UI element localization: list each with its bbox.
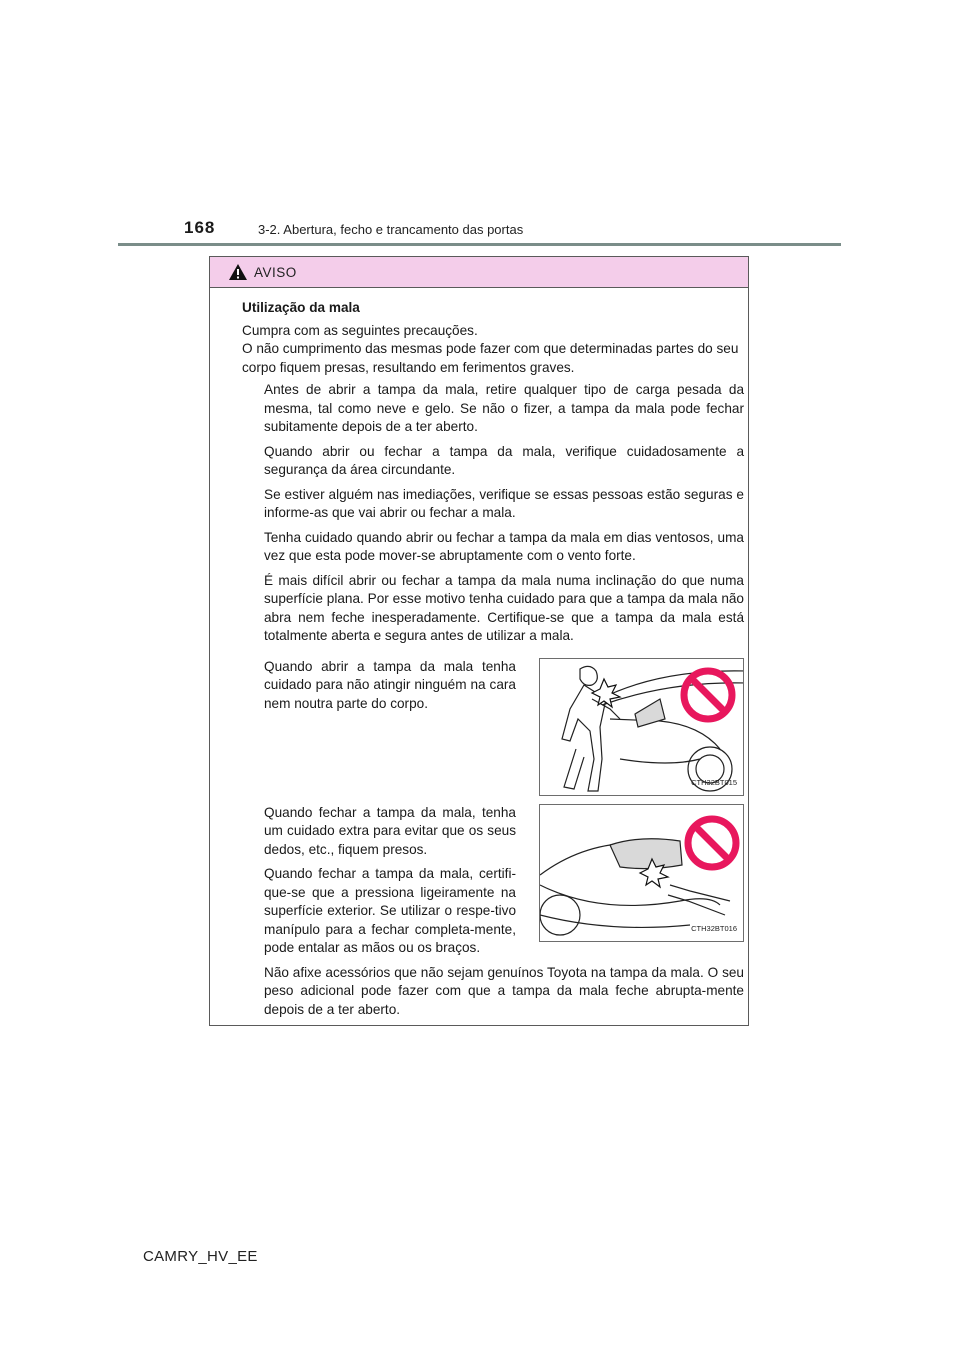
figure-1-text-block [264, 658, 516, 796]
bullet-list-end [264, 964, 744, 1020]
figure-2-code: CTH32BT016 [691, 924, 737, 933]
page-number: 168 [184, 218, 216, 237]
bullet-item: Se estiver alguém nas imediações, verifique se essas pessoas estão seguras e informe-as que vai abrir ou fechar a mala. [264, 486, 744, 520]
bullet-item: É mais difícil abrir ou fechar a tampa da mala numa inclinação do que numa superfície plana. Por esse motivo tenha cuidado para que a tampa da mala não abra nem feche inesperadamente. Certifique-se que a tampa da mala está totalmente aberta e segura antes de utilizar a mala. [264, 572, 744, 643]
warning-box [209, 256, 749, 1026]
bullet-list [264, 381, 744, 646]
document-model-id: CAMRY_HV_EE [143, 1248, 258, 1265]
section-title: 3-2. Abertura, fecho e trancamento das portas [258, 222, 524, 237]
header-divider [118, 243, 841, 246]
bullet-item: Não afixe acessórios que não sejam genuínos Toyota na tampa da mala. O seu peso adicional pode fazer com que a tampa da mala feche abrupta-mente depois de a ter aberto. [264, 964, 744, 1017]
figure-2-caption-1: Quando fechar a tampa da mala, tenha um cuidado extra para evitar que os seus dedos, etc., fiquem presos. [264, 804, 516, 857]
figure-1-illustration [539, 658, 744, 796]
figure-2-illustration [539, 804, 744, 942]
figure-2-caption-2: Quando fechar a tampa da mala, certifi-que-se que a pressiona ligeiramente na superfície exterior. Se utilizar o respe-tivo manípulo para a fechar completa-mente, pode entalar as mãos ou os braços. [264, 866, 516, 955]
warning-label: AVISO [254, 264, 297, 280]
figure-1-caption: Quando abrir a tampa da mala tenha cuidado para não atingir ninguém na cara nem noutra parte do corpo. [264, 658, 516, 711]
bullet-item: Tenha cuidado quando abrir ou fechar a tampa da mala em dias ventosos, uma vez que esta pode mover-se abruptamente com o vento forte. [264, 529, 744, 563]
warning-content [242, 299, 744, 1025]
bullet-item: Antes de abrir a tampa da mala, retire qualquer tipo de carga pesada da mesma, tal como neve e gelo. Se não o fizer, a tampa da mala pode fechar subitamente depois de a ter aberto. [264, 382, 744, 434]
warning-triangle-icon [228, 263, 248, 281]
warning-subheading: Utilização da mala [242, 300, 360, 315]
figure-row-2 [264, 804, 744, 958]
intro-line-1: Cumpra com as seguintes precauções. [242, 322, 478, 338]
intro-line-2: O não cumprimento das mesmas pode fazer com que determinadas partes do seu corpo fiquem presas, resultando em ferimentos graves. [242, 341, 739, 375]
warning-header [210, 257, 748, 288]
figure-row-1 [264, 658, 744, 796]
figure-1-code: CTH32BT015 [691, 778, 737, 787]
bullet-item: Quando abrir ou fechar a tampa da mala, verifique cuidadosamente a segurança da área circundante. [264, 443, 744, 477]
figure-2-text-block [264, 804, 516, 958]
